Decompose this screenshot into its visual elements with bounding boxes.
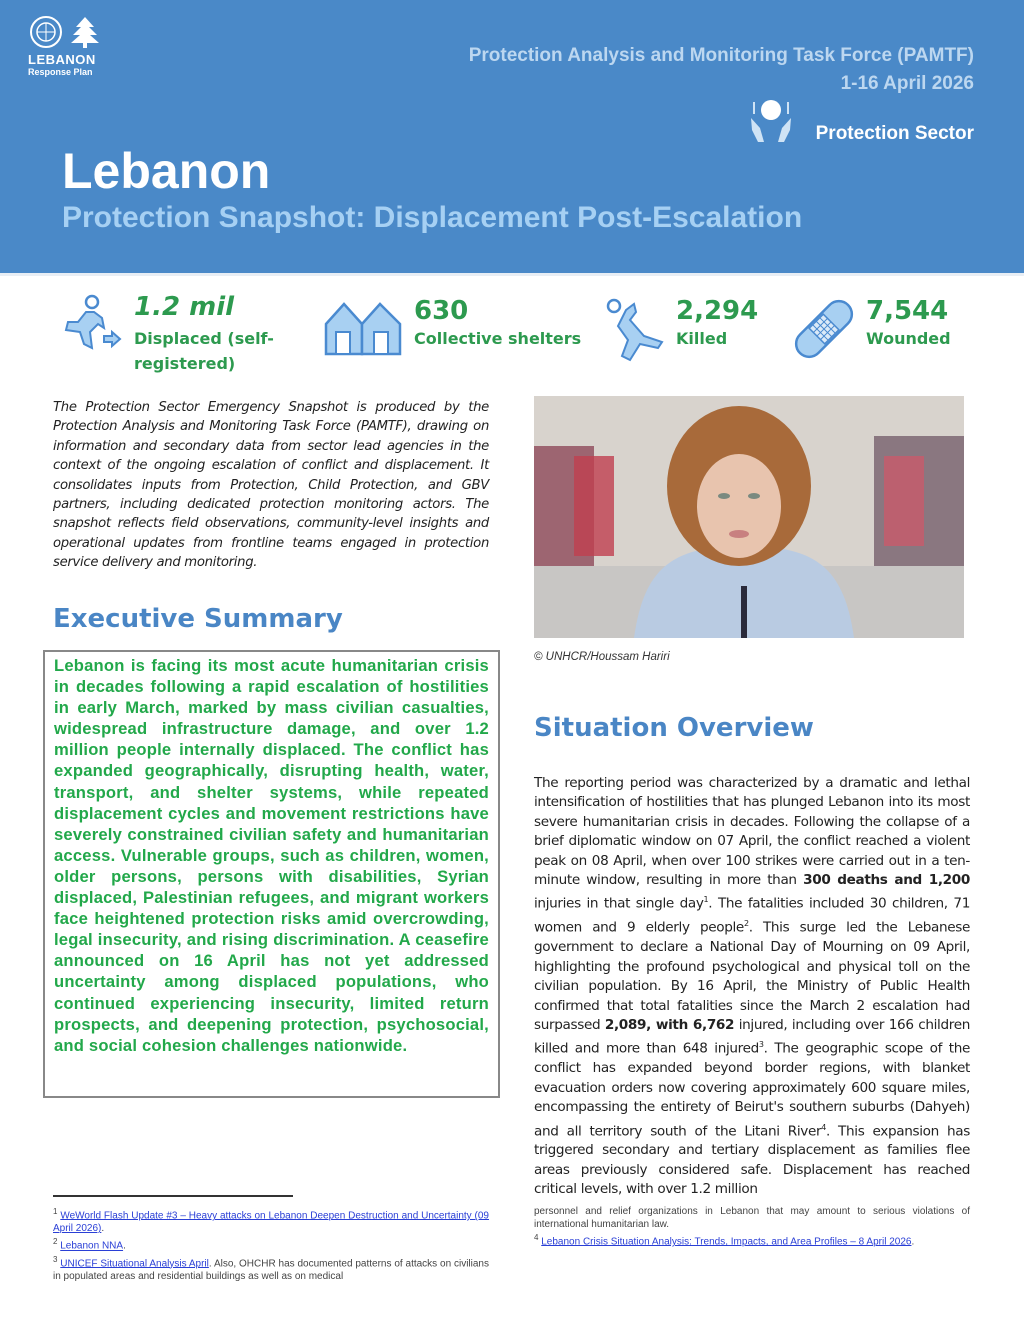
lrp-logo xyxy=(28,14,118,77)
stat-shelters xyxy=(322,296,581,356)
footnote-ref[interactable]: 4 xyxy=(821,1122,826,1132)
stat-value: 630 xyxy=(414,296,469,326)
overview-text: injured, including over 166 children killed and more than 648 injured xyxy=(534,1016,970,1057)
photo-credit: © UNHCR/Houssam Hariri xyxy=(534,651,670,663)
header-banner xyxy=(0,0,1024,276)
footnote-text: . Also, OHCHR has documented patterns of attacks on civilians in populated areas and residential buildings as well as on medical xyxy=(53,1257,489,1282)
stat-value: 2,294 xyxy=(676,296,759,326)
photo-illustration xyxy=(534,396,964,638)
executive-summary-heading: Executive Summary xyxy=(53,604,343,634)
footnote-divider xyxy=(53,1195,293,1197)
executive-summary-box xyxy=(43,650,500,1098)
footnote-3 xyxy=(53,1253,489,1283)
stat-label: Killed xyxy=(676,329,728,348)
footnote-ref[interactable]: 3 xyxy=(758,1040,764,1050)
child-photo xyxy=(534,396,964,638)
stat-label: Collective shelters xyxy=(414,329,582,348)
task-force-name: Protection Analysis and Monitoring Task Force (PAMTF) xyxy=(468,45,974,66)
page-subtitle: Protection Snapshot: Displacement Post-Escalation xyxy=(62,201,803,234)
footnote-link[interactable]: WeWorld Flash Update #3 – Heavy attacks on Lebanon Deepen Destruction and Uncertainty (09 April 2026) xyxy=(53,1210,489,1235)
overview-text: The reporting period was characterized by a dramatic and lethal intensification of hostilities that has plunged Lebanon into its most severe humanitarian crisis in decades. Following the collapse of a brief diplomatic window on 07 April, the conflict reached a violent peak on 08 April, when over 100 strikes were carried out in a ten-minute window, resulting in more than xyxy=(534,775,970,889)
falling-person-icon xyxy=(604,296,666,362)
protection-hands-icon xyxy=(746,96,796,146)
sector-badge xyxy=(746,96,974,146)
footnote-4: $^4$ Lebanon Crisis Situation Analysis: Trends, Impacts, and Area Profiles – 8 April 2026. xyxy=(534,1233,915,1248)
task-force-info xyxy=(469,42,974,98)
un-emblem-icon xyxy=(28,14,64,50)
footnote-link[interactable]: Lebanon Crisis Situation Analysis: Trends, Impacts, and Area Profiles – 8 April 2026 xyxy=(541,1236,912,1248)
footnote-ref[interactable]: 1 xyxy=(703,895,709,905)
footnote-number: 3 xyxy=(53,1254,58,1264)
stat-label: Displaced (self-registered) xyxy=(134,329,274,373)
date-range: 1-16 April 2026 xyxy=(840,73,974,94)
sector-label: Protection Sector xyxy=(815,123,974,144)
footnote-2: $^2$ Lebanon NNA. xyxy=(53,1237,126,1252)
overview-text: . This surge led the Lebanese government to declare a National Day of Mourning on 09 April, highlighting the profound psychological and physical toll on the civilian population. By 16 April, the Ministry of Public Health confirmed that total fatalities since the March 2 escalation had surpassed xyxy=(534,919,970,1033)
logo-line1: LEBANON xyxy=(28,52,96,67)
running-person-icon xyxy=(58,292,124,358)
footnote-1: $^1$ WeWorld Flash Update #3 – Heavy attacks on Lebanon Deepen Destruction and Uncertainty (09 April 2026). xyxy=(53,1207,489,1235)
stat-displaced xyxy=(58,292,274,376)
footnote-link[interactable]: Lebanon NNA xyxy=(60,1240,124,1252)
stat-killed xyxy=(604,296,758,362)
overview-bold: 300 deaths and 1,200 xyxy=(803,872,970,889)
bandage-icon xyxy=(792,296,856,362)
logo-line2: Response Plan xyxy=(28,67,93,77)
page-title: Lebanon xyxy=(62,143,271,199)
stat-value: 7,544 xyxy=(866,296,949,326)
overview-text: . The fatalities included 30 children, 71 women and 9 elderly people xyxy=(534,895,970,936)
intro-paragraph: The Protection Sector Emergency Snapshot is produced by the Protection Analysis and Monitoring Task Force (PAMTF), drawing on information and secondary data from sector lead agencies in the context of the ongoing escalation of conflict and displacement. It consolidates inputs from Protection, Child Protection, and GBV partners, including dedicated protection monitoring actors. The snapshot reflects field observations, community-level insights and operational updates from frontline teams engaged in protection service delivery and monitoring. xyxy=(53,400,489,571)
overview-bold: 2,089, with 6,762 xyxy=(604,1016,735,1033)
cedar-tree-icon xyxy=(68,15,102,49)
executive-summary-text: Lebanon is facing its most acute humanitarian crisis in decades following a rapid escalation of hostilities in early March, marked by mass civilian casualties, widespread infrastructure damage, and over 1.2 million people internally displaced. The conflict has expanded geographically, disrupting health, water, transport, and shelter systems, while repeated displacement cycles and movement restrictions have severely constrained civilian safety and humanitarian access. Vulnerable groups, such as children, women, older persons, persons with disabilities, Syrian displaced, Palestinian refugees, and migrant workers face heightened protection risks amid overcrowding, legal insecurity, and rising discrimination. A ceasefire announced on 16 April has not yet addressed uncertainty among displaced populations, who continued experiencing insecurity, limited return prospects, and deepening protection, psychosocial, and social cohesion challenges nationwide. xyxy=(54,656,489,1055)
situation-overview-text xyxy=(534,774,970,1200)
overview-text: . The geographic scope of the conflict has expanded beyond border regions, with blanket evacuation orders now covering approximately 600 square miles, encompassing the entirety of Beirut's southern suburbs (Dahyeh) and all territory south of the Litani River xyxy=(534,1040,970,1140)
footnote-3-continued: personnel and relief organizations in Lebanon that may amount to serious violations of international humanitarian law. xyxy=(534,1206,970,1230)
overview-text: injuries in that single day xyxy=(534,895,704,912)
footnote-number: 1 xyxy=(53,1207,58,1216)
footnote-ref[interactable]: 2 xyxy=(743,919,749,929)
footnote-link[interactable]: UNICEF Situational Analysis April xyxy=(60,1257,209,1269)
footnotes-left xyxy=(53,1205,489,1283)
stat-value: 1.2 mil xyxy=(134,292,235,322)
houses-icon xyxy=(322,296,404,356)
situation-overview-heading: Situation Overview xyxy=(534,713,814,743)
stat-label: Wounded xyxy=(866,329,951,348)
footnotes-right xyxy=(534,1205,970,1248)
footnote-number: 2 xyxy=(53,1237,58,1247)
stat-wounded xyxy=(792,296,951,362)
footnote-number: 4 xyxy=(534,1233,539,1242)
overview-text: . This expansion has triggered secondary and tertiary displacement as families flee areas previously considered safe. Displacement has reached critical levels, with over 1.2 million xyxy=(534,1123,970,1198)
